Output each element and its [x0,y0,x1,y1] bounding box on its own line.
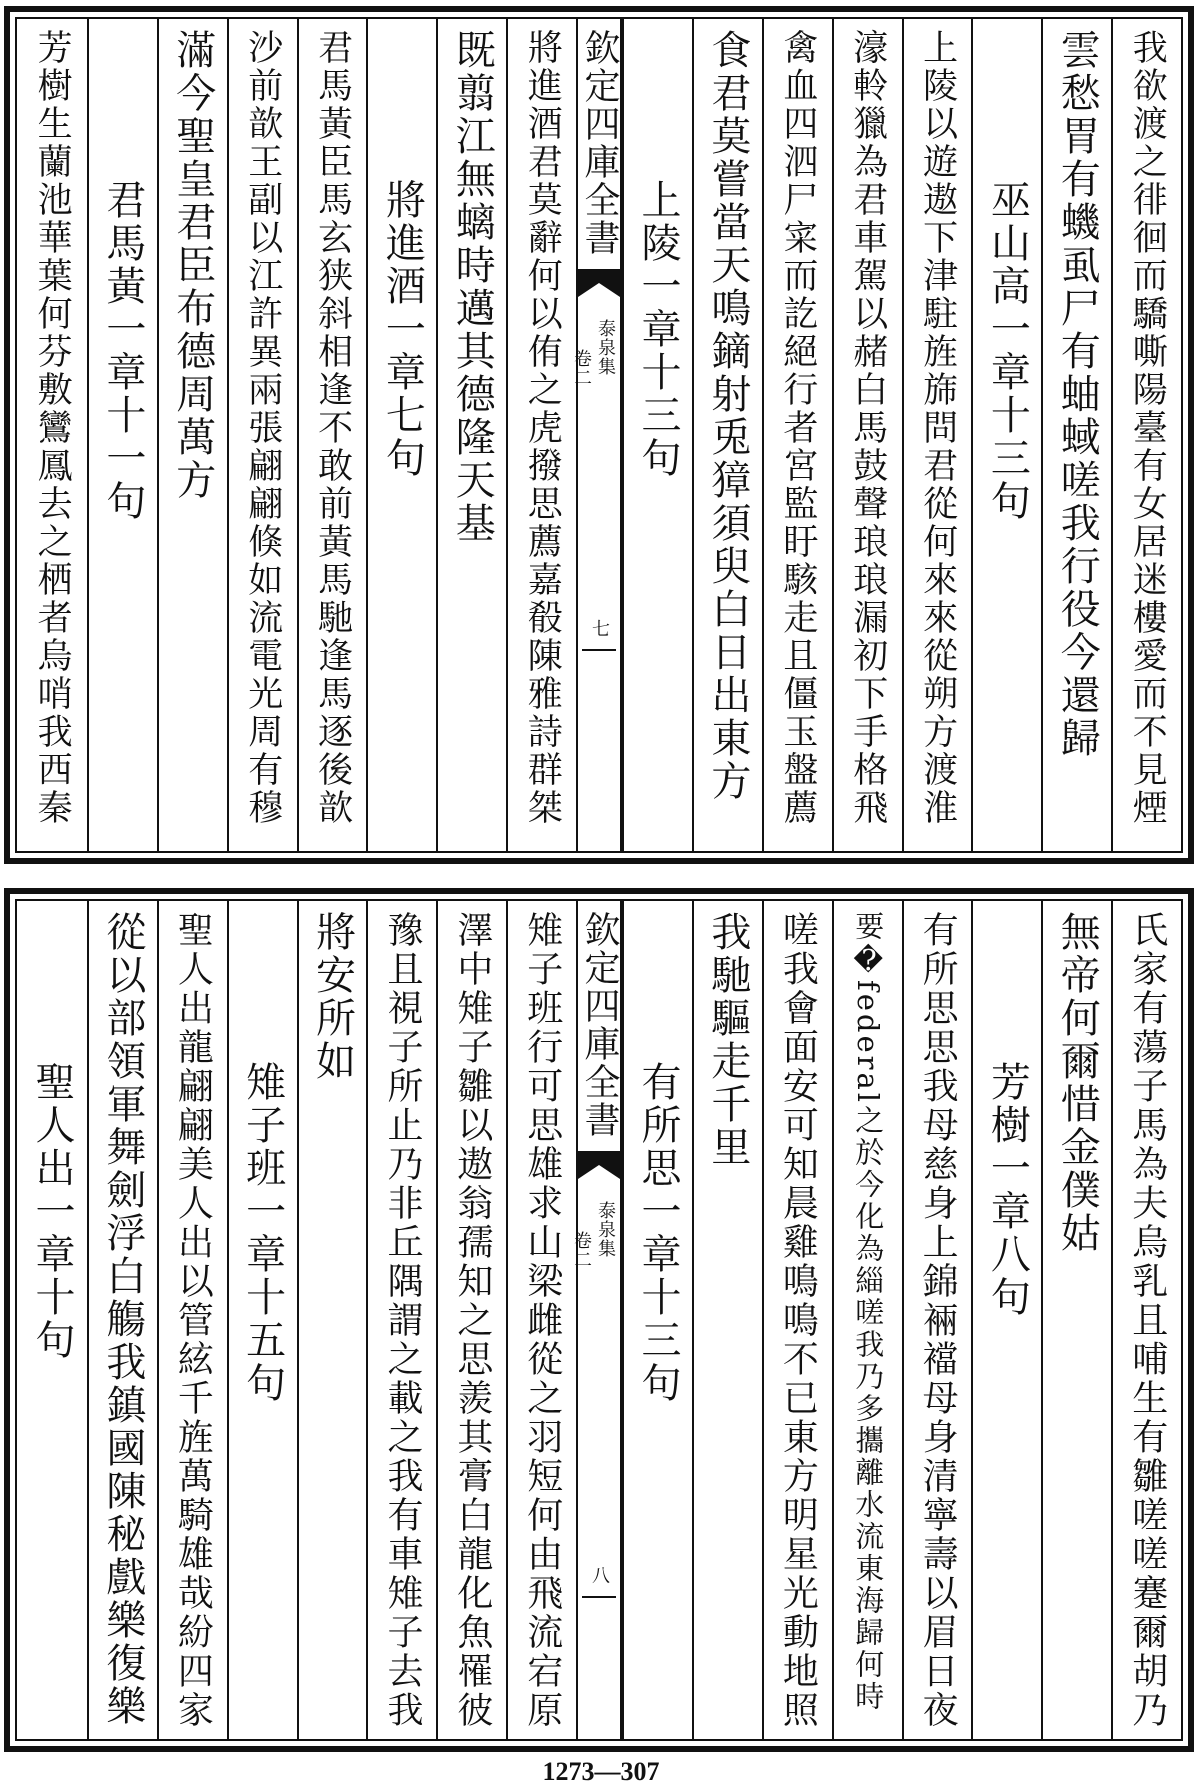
text-column [227,19,297,851]
text-column [902,19,972,851]
text-column [692,19,762,851]
gutter-rule [582,649,616,651]
poem-title-column [366,19,436,851]
text-column [436,19,506,851]
column-text: 君馬黃臣馬玄狭斜相逢不敢前黃馬馳逢馬逐後歆 [312,29,353,827]
column-text: 無帝何爾惜金僕姑 [1054,911,1101,1255]
fishtail-mark [578,1151,620,1179]
text-column [762,901,832,1739]
column-text: 有所思思我母慈身上錦裲襠母身清寧壽以眉日夜 [917,911,959,1730]
poem-title-column [622,901,692,1739]
text-column [1041,19,1111,851]
gutter-collection-name: 泰泉集 [595,319,616,376]
text-column [506,901,576,1739]
column-text: 雉子班行可思雄求山梁雌從之羽短何由飛流宕原 [521,911,563,1730]
text-column [1111,19,1181,851]
column-text: 濠軨獵為君車駕以赭白馬鼓聲琅琅漏初下手格飛 [847,29,888,827]
text-column [297,901,367,1739]
text-column [157,901,227,1739]
column-text: 滿今聖皇君臣布德周萬方 [169,29,216,502]
text-column [436,901,506,1739]
text-column [87,901,157,1739]
poem-title-text: 上陵一章十三句 [634,179,681,480]
text-column [902,901,972,1739]
poem-title-column [87,19,157,851]
poem-title-column [971,901,1041,1739]
column-text: 禽血四泗尸寀而訖絕行者宮監盱駭走且僵玉盤薦 [777,29,818,827]
column-text: 將安所如 [309,911,356,1083]
gutter-leaf-number: 八 [589,1566,610,1584]
upper-page-frame [15,17,1183,853]
center-fold-gutter [571,19,622,851]
text-column [157,19,227,851]
poem-title-text: 芳樹一章八句 [984,1061,1031,1319]
poem-title-column [622,19,692,851]
column-text: 嗟我會面安可知晨雞鳴鳴不已東方明星光動地照 [777,911,819,1730]
column-text: 要�federal之於今化為緇嗟我乃多攜離水流東海歸何時 [851,911,886,1714]
column-text: 從以部領軍舞劍浮白觴我鎮國陳秘戲樂復樂 [99,911,146,1728]
text-column [692,901,762,1739]
column-text: 聖人出龍翩翩美人出以管絃千旌萬騎雄哉紛四家 [172,911,214,1730]
column-text: 氏家有蕩子馬為夫烏乳且哺生有雛嗟嗟蹇爾胡乃 [1126,911,1168,1730]
poem-title-text: 巫山高一章十三句 [984,179,1031,523]
upper-page-columns [17,19,1181,851]
poem-title-column [971,19,1041,851]
text-column [762,19,832,851]
column-text: 雲愁胃有蟣虱尸有蚰蜮嗟我行役今還歸 [1054,29,1101,760]
gutter-book-title: 欽定四庫全書 [579,911,620,1139]
poem-title-text: 雉子班一章十五句 [239,1061,286,1405]
lower-page [4,888,1194,1752]
column-text: 豫且視子所止乃非丘隅謂之載之我有車雉子去我 [382,911,423,1730]
upper-page [4,6,1194,864]
poem-title-text: 聖人出一章十句 [28,1061,75,1362]
text-column [506,19,576,851]
poem-title-text: 將進酒一章七句 [379,179,426,480]
lower-page-frame [15,899,1183,1741]
column-text: 澤中雉子雛以遨翁孺知之思羨其膏白龍化魚罹彼 [451,911,493,1730]
text-column [366,901,436,1739]
column-text: 芳樹生蘭池華葉何芬敷鸞鳳去之栖者烏哨我西秦 [32,29,73,827]
column-text: 我馳驅走千里 [704,911,751,1169]
gutter-volume-label: 卷二 [571,349,592,387]
column-text: 既翦江無螭時邁其德隆天基 [449,29,496,545]
poem-title-column [17,901,87,1739]
text-column [832,19,902,851]
column-text: 食君莫嘗當天鳴鏑射兎獐須臾白日出東方 [704,29,751,803]
page-footer-number: 1273—307 [542,1757,660,1786]
lower-page-columns [17,901,1181,1739]
text-column [1111,901,1181,1739]
gutter-leaf-number: 七 [589,619,610,637]
text-column [1041,901,1111,1739]
fishtail-mark [578,269,620,297]
column-text: 將進酒君莫辭何以侑之虎撥思薦嘉殽陳雅詩群桀 [522,29,563,827]
text-column [297,19,367,851]
gutter-book-title: 欽定四庫全書 [579,29,620,257]
column-text: 我欲渡之徘徊而驕嘶陽臺有女居迷樓愛而不見煙 [1127,29,1168,827]
gutter-rule [582,1596,616,1598]
text-column [17,19,87,851]
poem-title-text: 有所思一章十三句 [634,1061,681,1405]
center-fold-gutter [571,901,622,1739]
poem-title-column [227,901,297,1739]
text-column [832,901,902,1739]
poem-title-text: 君馬黃一章十一句 [99,179,146,523]
column-text: 上陵以遊遨下津駐旌旆問君從何來來從朔方渡淮 [917,29,958,827]
gutter-collection-name: 泰泉集 [595,1201,616,1258]
column-text: 沙前歆王副以江許異兩張翩翩倏如流電光周有穆 [242,29,283,827]
gutter-volume-label: 卷二 [571,1231,592,1269]
